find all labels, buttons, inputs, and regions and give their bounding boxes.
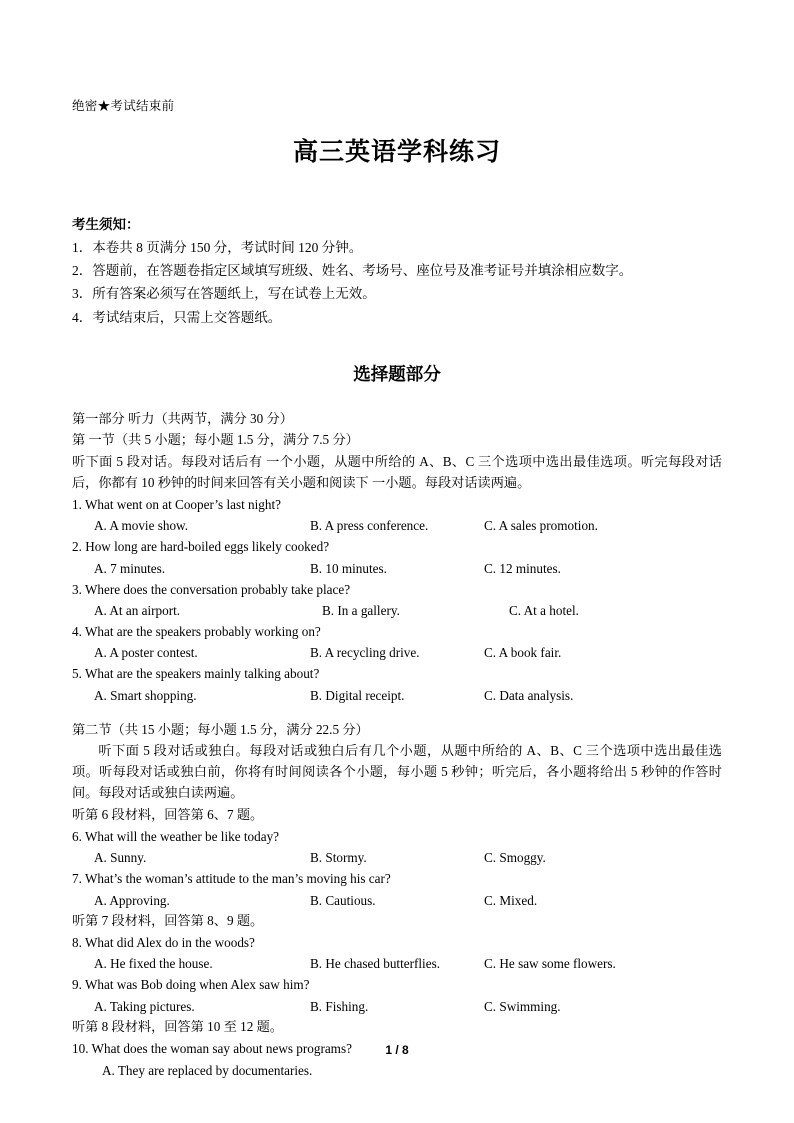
options-6 <box>72 847 722 867</box>
option-c[interactable]: C. Smoggy. <box>484 850 546 866</box>
page-content <box>72 0 722 1081</box>
option-c[interactable]: C. Swimming. <box>484 998 561 1014</box>
page-title: 高三英语学科练习 <box>292 138 501 166</box>
question-text: How long are hard-boiled eggs likely cooked? <box>85 539 330 555</box>
option-a[interactable]: A. 7 minutes. <box>94 560 166 576</box>
notice-item: 1．本卷共 8 页满分 150 分，考试时间 120 分钟。 <box>72 240 363 255</box>
question-8 <box>72 932 722 953</box>
options-8 <box>72 953 722 973</box>
option-b[interactable]: B. He chased butterflies. <box>310 956 441 972</box>
question-9 <box>72 974 722 995</box>
question-text: What will the weather be like today? <box>84 828 280 844</box>
question-text: What did Alex do in the woods? <box>84 935 255 950</box>
option-a[interactable]: A. Approving. <box>94 892 170 908</box>
question-number: 3. <box>72 581 82 597</box>
options-3 <box>72 600 722 620</box>
option-c[interactable]: C. He saw some flowers. <box>484 956 616 972</box>
question-text: What was Bob doing when Alex saw him? <box>84 977 310 993</box>
question-6 <box>72 826 722 847</box>
question-number: 9. <box>72 977 82 993</box>
question-number: 2. <box>72 539 82 555</box>
section-one-heading: 第 一节（共 5 小题；每小题 1.5 分，满分 7.5 分） <box>72 432 359 448</box>
page-footer: 1 / 8 <box>385 1043 409 1057</box>
option-a[interactable]: A. Smart shopping. <box>94 687 197 703</box>
question-3 <box>72 579 722 600</box>
material-label-8: 听第 8 段材料，回答第 10 至 12 题。 <box>72 1018 283 1034</box>
material-label-6: 听第 6 段材料，回答第 6、7 题。 <box>72 806 264 822</box>
question-number: 1. <box>72 496 82 512</box>
option-c[interactable]: C. Data analysis. <box>484 687 574 703</box>
option-a[interactable]: A. At an airport. <box>94 603 181 618</box>
option-a[interactable]: A. He fixed the house. <box>94 956 213 972</box>
notice-list <box>72 236 722 329</box>
options-4 <box>72 642 722 662</box>
question-number: 10. <box>72 1041 89 1057</box>
notice-heading: 考生须知： <box>72 217 140 232</box>
option-b[interactable]: B. A press conference. <box>310 518 429 534</box>
option-b[interactable]: B. Fishing. <box>310 998 369 1014</box>
question-5 <box>72 663 722 684</box>
option-a[interactable]: A. Taking pictures. <box>94 998 195 1014</box>
secret-label: 绝密★考试结束前 <box>72 99 175 113</box>
option-b[interactable]: B. Stormy. <box>310 850 367 866</box>
section-title: 选择题部分 <box>353 363 441 384</box>
option-c[interactable]: C. 12 minutes. <box>484 560 561 576</box>
option-c[interactable]: C. Mixed. <box>484 892 538 908</box>
option-c[interactable]: C. A sales promotion. <box>484 518 598 534</box>
option-b[interactable]: B. Cautious. <box>310 892 376 908</box>
notice-item: 3．所有答案必须写在答题纸上，写在试卷上无效。 <box>72 286 376 302</box>
question-number: 8. <box>72 935 82 950</box>
question-number: 6. <box>72 828 82 844</box>
question-text: What went on at Cooper’s last night? <box>84 496 282 512</box>
question-text: What are the speakers probably working on? <box>84 624 321 639</box>
question-1 <box>72 494 722 515</box>
section-one-directions: 听下面 5 段对话。每段对话后有 一个小题，从题中所给的 A、B、C 三个选项中选出最佳选项。听完每段对话后，你都有 10 秒钟的时间来回答有关小题和阅读下 一小题。每段对话读两遍。 <box>72 453 722 490</box>
notice-item: 2．答题前，在答题卷指定区域填写班级、姓名、考场号、座位号及准考证号并填涂相应数字。 <box>72 263 633 279</box>
options-1 <box>72 515 722 535</box>
options-5 <box>72 685 722 705</box>
question-2 <box>72 536 722 557</box>
section-two-heading: 第二节（共 15 小题；每小题 1.5 分，满分 22.5 分） <box>72 721 369 737</box>
material-label-7: 听第 7 段材料，回答第 8、9 题。 <box>72 912 264 928</box>
part-one-heading: 第一部分 听力（共两节，满分 30 分） <box>72 410 293 426</box>
option-c[interactable]: C. A book fair. <box>484 645 562 661</box>
option-a[interactable]: A. Sunny. <box>94 850 147 866</box>
question-7 <box>72 868 722 889</box>
option-b[interactable]: B. Digital receipt. <box>310 687 405 703</box>
question-number: 5. <box>72 666 82 682</box>
option-a[interactable]: A. A poster contest. <box>94 645 198 661</box>
option-a[interactable]: A. A movie show. <box>94 518 189 534</box>
question-number: 7. <box>72 871 82 887</box>
options-2 <box>72 558 722 578</box>
question-text: Where does the conversation probably take place? <box>84 581 351 597</box>
question-text: What’s the woman’s attitude to the man’s moving his car? <box>84 871 391 887</box>
notice-item: 4．考试结束后，只需上交答题纸。 <box>72 309 282 325</box>
question-4 <box>72 621 722 642</box>
question-text: What does the woman say about news programs? <box>91 1041 352 1057</box>
option-b[interactable]: B. A recycling drive. <box>310 645 420 661</box>
options-9 <box>72 996 722 1016</box>
option-b[interactable]: B. In a gallery. <box>322 603 400 618</box>
section-two-directions: 听下面 5 段对话或独白。每段对话或独白后有几个小题，从题中所给的 A、B、C 三个选项中选出最佳选项。听每段对话或独白前，你将有时间阅读各个小题，每小题 5 秒钟；听完后，各小题将给出 5 秒钟的作答时间。每段对话或独白读两遍。 <box>72 743 722 801</box>
question-number: 4. <box>72 624 82 639</box>
option-a[interactable]: A. They are replaced by documentaries. <box>102 1062 313 1078</box>
option-c[interactable]: C. At a hotel. <box>509 603 579 618</box>
question-text: What are the speakers mainly talking about? <box>84 666 320 682</box>
options-7 <box>72 890 722 910</box>
option-b[interactable]: B. 10 minutes. <box>310 560 387 576</box>
